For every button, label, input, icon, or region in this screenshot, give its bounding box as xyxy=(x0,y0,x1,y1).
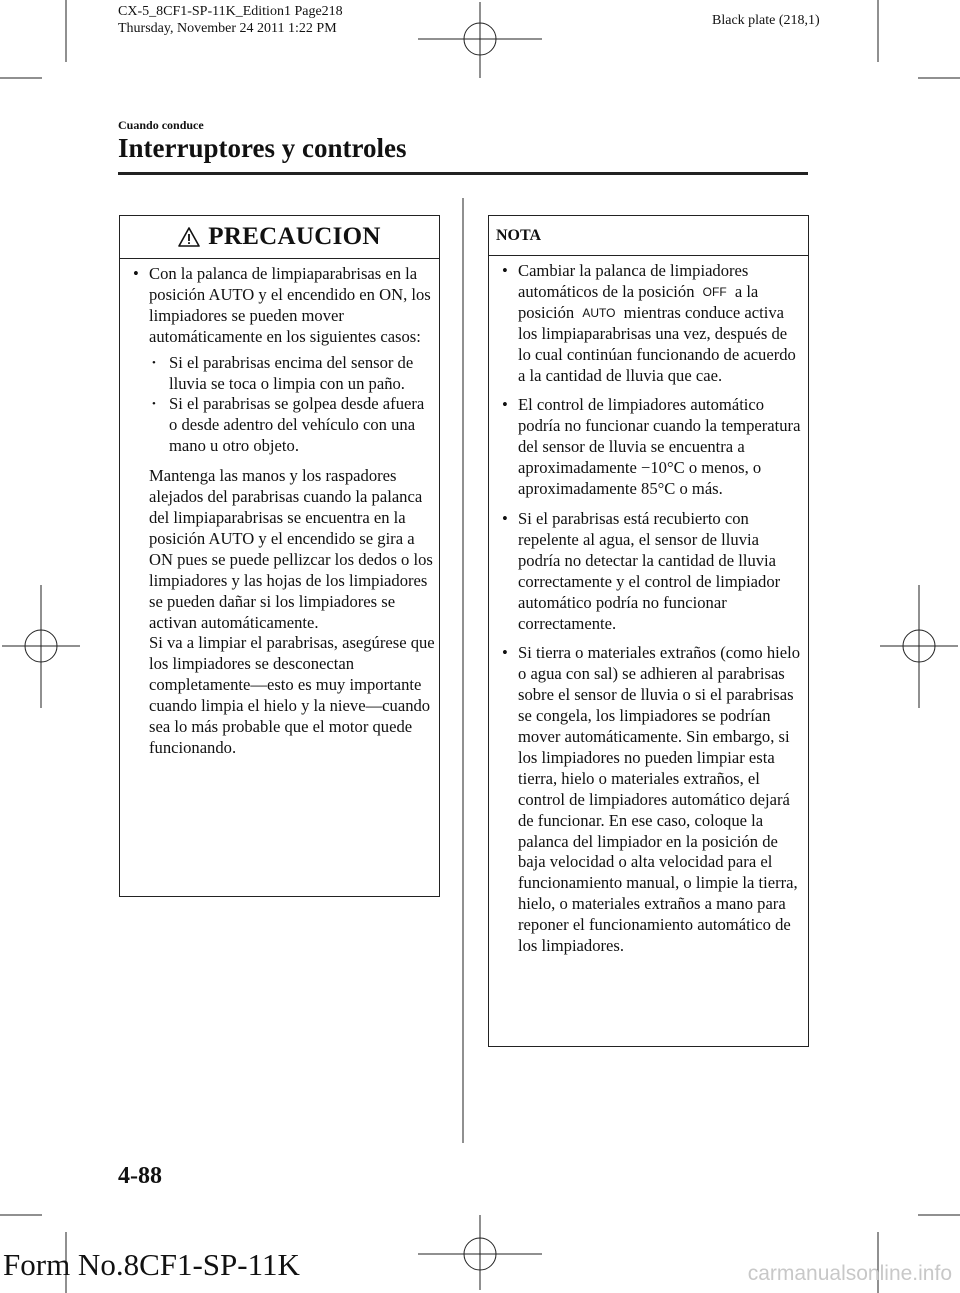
note-body xyxy=(489,256,808,957)
form-number: Form No.8CF1-SP-11K xyxy=(3,1247,300,1282)
section-label: Cuando conduce xyxy=(118,118,204,132)
note-header xyxy=(489,216,808,256)
page-number: 4-88 xyxy=(118,1163,162,1189)
caution-header xyxy=(120,216,439,259)
note-item-2: • El control de limpiadores automático podría no funcionar cuando la temperatura del sensor de lluvia se encuentra a aproximadamente −10°C o menos, o aproximadamente 85°C o más. xyxy=(498,395,804,500)
caution-paragraph-1: Mantenga las manos y los raspadores alejados del parabrisas cuando la palanca del limpiaparabrisas se encuentra en la posición AUTO y el encendido se gira a ON pues se puede pellizcar los dedos o los limpiadores y las hojas de los limpiadores se pueden dañar si los limpiadores se activan automáticamente. xyxy=(149,466,433,632)
watermark: carmanualsonline.info xyxy=(747,1262,952,1285)
note-item-4: • Si tierra o materiales extraños (como hielo o agua con sal) se adhieren al parabrisas sobre el sensor de lluvia o si el parabrisas se congela, los limpiadores se podrían mover automáticamente. Sin embargo, si los limpiadores no pueden limpiar esta tierra, hielo o materiales extraños, el control de limpiadores automático dejará de funcionar. En ese caso, coloque la palanca del limpiador en la posición de baja velocidad o alta velocidad para el funcionamiento manual, o limpie la tierra, hielo, o materiales extraños a mano para reponer el funcionamiento automático de los limpiadores. xyxy=(498,643,804,957)
page-title: Interruptores y controles xyxy=(118,133,407,163)
title-rule xyxy=(118,172,808,175)
caution-bullet: • Con la palanca de limpiaparabrisas en la posición AUTO y el encendido en ON, los limpiadores se pueden mover automáticamente en los siguientes casos: xyxy=(129,264,435,348)
note-item-3: • Si el parabrisas está recubierto con repelente al agua, el sensor de lluvia podría no detectar la cantidad de lluvia correctamente y el control de limpiador automático podría no funcionar correctamente. xyxy=(498,509,804,634)
note-item-1-part-c: mientras conduce activa los limpiaparabrisas una vez, después de lo cual continúan funcionando de acuerdo a la cantidad de lluvia que cae. xyxy=(518,302,796,385)
note-box xyxy=(488,215,809,1047)
note-item-1-part-a: Cambiar la palanca de limpiadores automáticos de la posición xyxy=(518,261,749,301)
plate-label: Black plate (218,1) xyxy=(712,13,820,28)
auto-icon: AUTO xyxy=(582,305,616,320)
warning-icon xyxy=(178,227,200,247)
off-icon: OFF xyxy=(702,284,727,299)
caution-sub-item-2: • Si el parabrisas se golpea desde afuera o desde adentro del vehículo con una mano u otro objeto. xyxy=(149,394,435,457)
caution-title: PRECAUCION xyxy=(208,223,381,250)
file-header-line: CX-5_8CF1-SP-11K_Edition1 Page218 xyxy=(118,4,343,19)
caution-paragraph-2: Si va a limpiar el parabrisas, asegúrese que los limpiadores se desconectan completamente―esto es muy importante cuando limpia el hielo y la nieve―cuando sea lo más probable que el motor quede funcionando. xyxy=(149,633,435,757)
note-title: NOTA xyxy=(496,226,542,244)
note-item-1 xyxy=(498,261,804,386)
caution-sub-item-1: • Si el parabrisas encima del sensor de lluvia se toca o limpia con un paño. xyxy=(149,353,435,395)
note-item-1-part-b: a la posición xyxy=(518,281,759,322)
caution-box xyxy=(119,215,440,897)
file-date-line: Thursday, November 24 2011 1:22 PM xyxy=(118,21,337,36)
caution-body xyxy=(120,259,439,759)
caution-sub-list xyxy=(129,353,435,458)
